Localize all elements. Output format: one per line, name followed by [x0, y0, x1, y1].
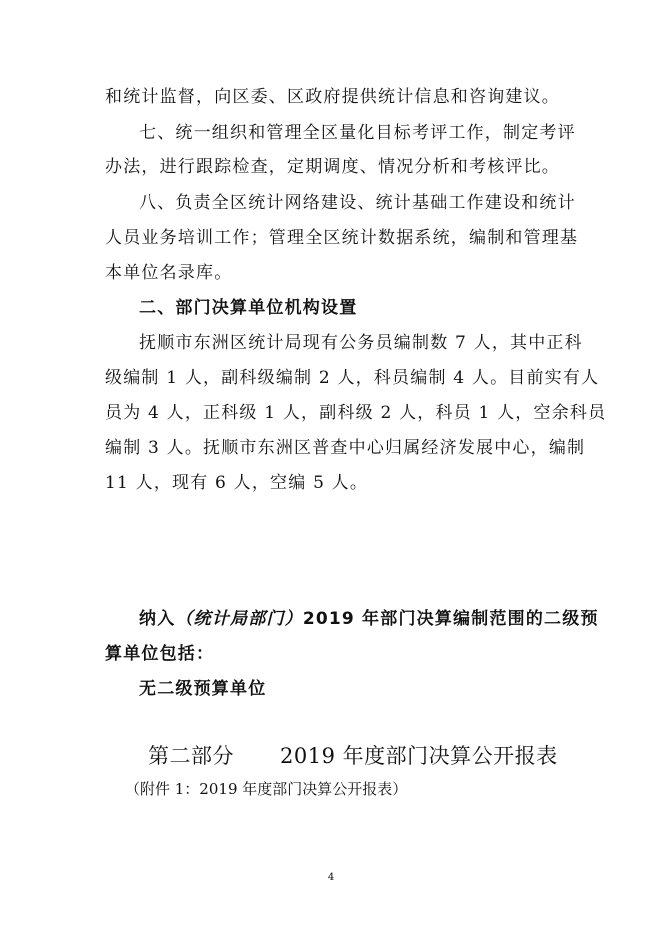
- paragraph-line: 11 人，现有 6 人，空编 5 人。: [105, 473, 369, 493]
- scope-line-2: 算单位包括：: [105, 644, 215, 664]
- paragraph-line: 本单位名录库。: [105, 263, 233, 283]
- part-title: [148, 743, 558, 769]
- part-heading: 2019 年度部门决算公开报表: [280, 744, 558, 768]
- section-heading: 二、部门决算单位机构设置: [139, 298, 358, 318]
- paragraph-line: 和统计监督，向区委、区政府提供统计信息和咨询建议。: [105, 87, 560, 107]
- scope-dept: （统计局部门）: [175, 609, 303, 629]
- part-label: 第二部分: [148, 744, 234, 768]
- page-number: 4: [327, 872, 335, 883]
- paragraph-line: 编制 3 人。抚顺市东洲区普查中心归属经济发展中心，编制: [105, 438, 586, 458]
- paragraph-line: 八、负责全区统计网络建设、统计基础工作建设和统计: [139, 193, 576, 213]
- scope-suffix: 2019 年部门决算编制范围的二级预: [302, 609, 599, 629]
- paragraph-line: 员为 4 人，正科级 1 人，副科级 2 人，科员 1 人，空余科员: [105, 403, 607, 423]
- paragraph-line: 级编制 1 人，副科级编制 2 人，科员编制 4 人。目前实有人: [105, 368, 600, 388]
- paragraph-line: 人员业务培训工作；管理全区统计数据系统，编制和管理基: [105, 228, 579, 248]
- scope-prefix: 纳入: [139, 609, 176, 629]
- paragraph-line: 办法，进行跟踪检查，定期调度、情况分析和考核评比。: [105, 157, 560, 177]
- paragraph-line: 抚顺市东洲区统计局现有公务员编制数 7 人，其中正科: [139, 333, 583, 353]
- scope-line: [139, 609, 599, 629]
- paragraph-line: 七、统一组织和管理全区量化目标考评工作，制定考评: [139, 123, 576, 143]
- attachment-note: （附件 1：2019 年度部门决算公开报表）: [125, 780, 408, 798]
- scope-none: 无二级预算单位: [139, 679, 267, 699]
